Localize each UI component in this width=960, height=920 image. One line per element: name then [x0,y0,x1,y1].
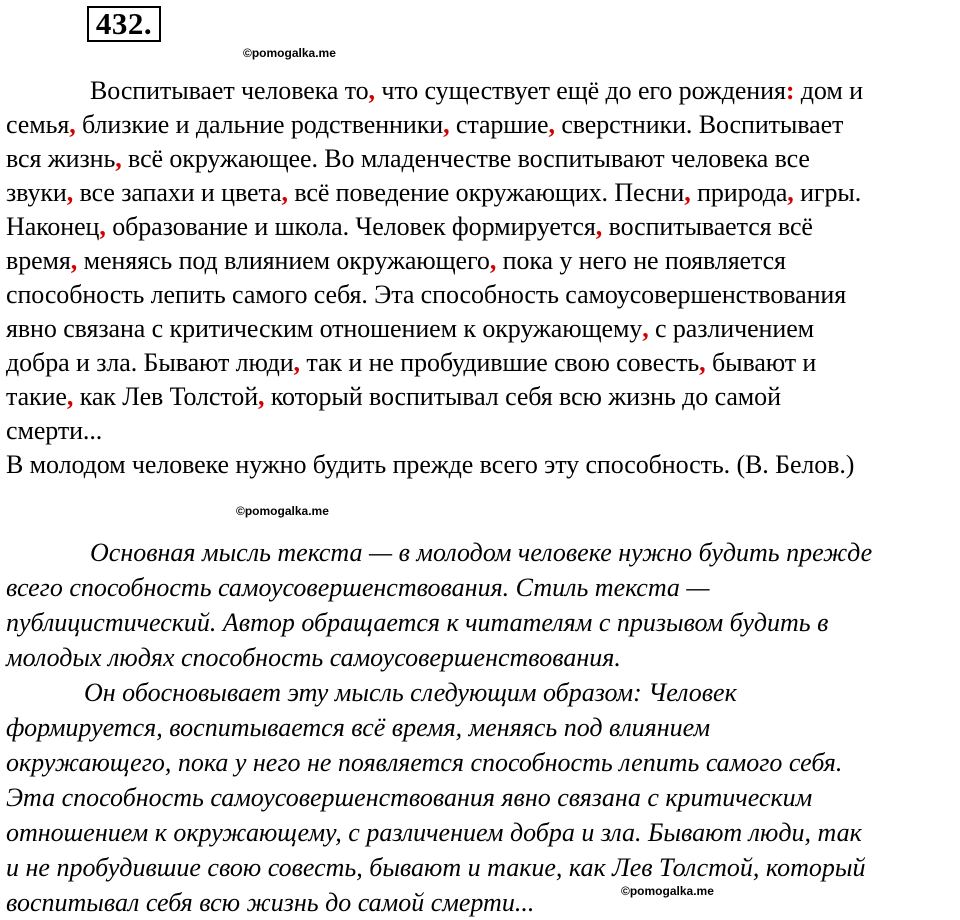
text-line [6,535,952,570]
line-text: публицистический. Автор обращается к читателям с призывом будить в [6,608,829,637]
line-text: смерти... [6,416,103,445]
line-text: Наконец, образование и школа. Человек формируется, воспитывается всё [6,212,813,241]
text-line [6,74,952,108]
highlighted-punctuation: , [699,348,706,377]
text-line [6,210,952,244]
watermark: ©pomogalka.me [621,884,714,898]
highlighted-punctuation: , [66,382,74,411]
text-line [6,176,952,210]
text-line [6,142,952,176]
text-line [6,312,952,346]
line-text: воспитывал себя всю жизнь до самой смерти... [6,888,535,917]
text-line [6,570,952,605]
text-line [6,346,952,380]
highlighted-punctuation: , [69,110,76,139]
line-text: добра и зла. Бывают люди, так и не пробудившие свою совесть, бывают и [6,348,817,377]
highlighted-punctuation: , [258,382,265,411]
highlighted-punctuation: , [293,348,300,377]
line-text: окружающего, пока у него не появляется способность лепить самого себя. [6,748,843,777]
highlighted-punctuation: , [684,178,691,207]
line-text: отношением к окружающему, с различением добра и зла. Бывают люди, так [6,818,862,847]
line-text: такие, как Лев Толстой, который воспитывал себя всю жизнь до самой [6,382,781,411]
text-line [6,640,952,675]
text-line [6,278,952,312]
line-text: вся жизнь, всё окружающее. Во младенчестве воспитывают человека все [6,144,810,173]
text-line [6,380,952,414]
line-text: всего способность самоусовершенствования. Стиль текста — [6,573,710,602]
highlighted-punctuation: , [489,246,497,275]
watermark: ©pomogalka.me [243,46,336,60]
text-line [6,108,952,142]
highlighted-punctuation: , [595,212,603,241]
text-line [6,605,952,640]
main-text [6,74,952,482]
highlighted-punctuation: , [281,178,288,207]
line-text: Воспитывает человека то, что существует ещё до его рождения: дом и [90,76,863,105]
task-number: 432. [87,6,161,42]
line-text: время, меняясь под влиянием окружающего, пока у него не появляется [6,246,786,275]
watermark: ©pomogalka.me [236,504,329,518]
highlighted-punctuation: , [548,110,555,139]
line-text: Он обосновывает эту мысль следующим образом: Человек [84,678,737,707]
text-line [6,780,952,815]
highlighted-punctuation: : [785,76,795,105]
text-line [6,885,952,920]
line-text: формируется, воспитывается всё время, меняясь под влиянием [6,713,711,742]
text-line [6,745,952,780]
line-text: Эта способность самоусовершенствования явно связана с критическим [6,783,813,812]
highlighted-punctuation: , [642,314,649,343]
highlighted-punctuation: , [368,76,375,105]
line-text: Основная мысль текста — в молодом человеке нужно будить прежде [90,538,873,567]
highlighted-punctuation: , [115,144,122,173]
text-line [6,414,952,448]
text-line [6,710,952,745]
line-text: звуки, все запахи и цвета, всё поведение окружающих. Песни, природа, игры. [6,178,862,207]
analysis-text [6,535,952,920]
highlighted-punctuation: , [70,246,78,275]
text-line [6,675,952,710]
line-text: семья, близкие и дальние родственники, старшие, сверстники. Воспитывает [6,110,844,139]
text-line [6,850,952,885]
highlighted-punctuation: , [787,178,794,207]
line-text: явно связана с критическим отношением к окружающему, с различением [6,314,815,343]
line-text: способность лепить самого себя. Эта способность самоусовершенствования [6,280,847,309]
line-text: и не пробудившие свою совесть, бывают и такие, как Лев Толстой, который [6,853,866,882]
highlighted-punctuation: , [443,110,450,139]
line-text: молодых людях способность самоусовершенствования. [6,643,621,672]
text-line [6,448,952,482]
text-line [6,815,952,850]
line-text: В молодом человеке нужно будить прежде всего эту способность. (В. Белов.) [6,450,855,479]
highlighted-punctuation: , [99,212,106,241]
text-line [6,244,952,278]
highlighted-punctuation: , [66,178,74,207]
